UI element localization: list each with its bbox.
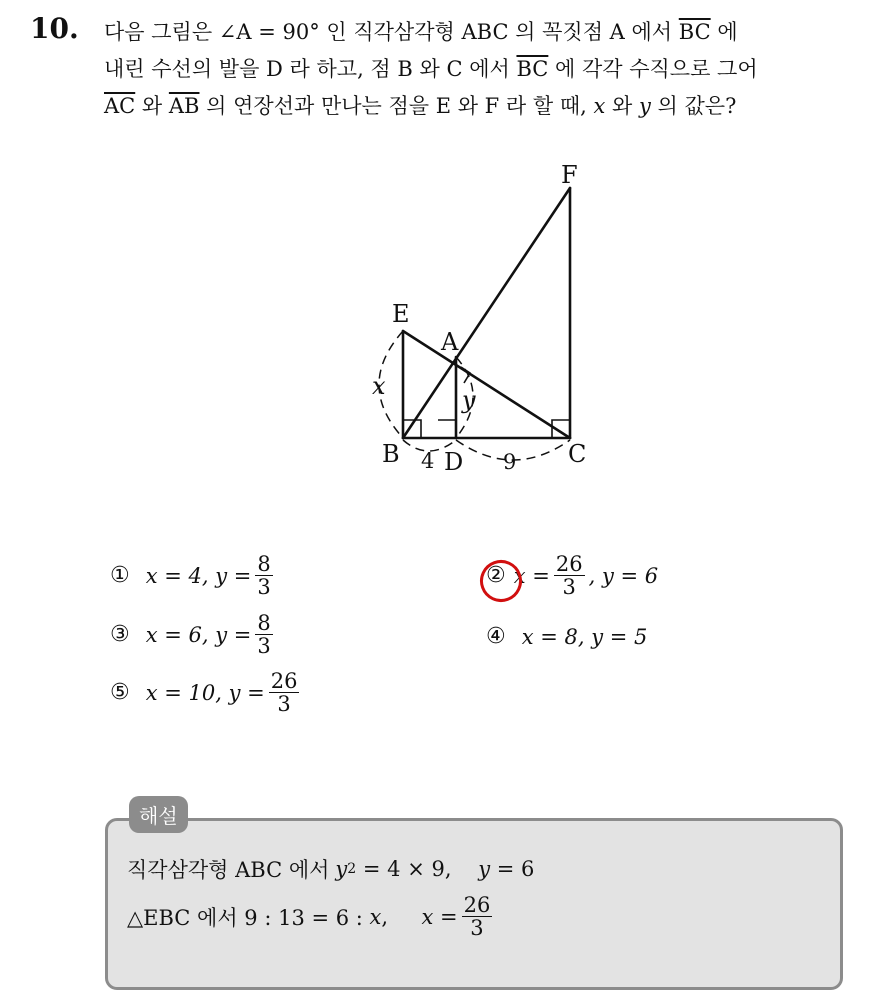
choice-3-num: 8 <box>257 611 271 635</box>
label-A: A <box>441 328 459 356</box>
label-F: F <box>561 161 578 189</box>
question-line3-mid: 와 <box>135 94 169 118</box>
solution-line1-text: 직각삼각형 ABC 에서 <box>127 858 330 882</box>
label-bd: 4 <box>421 449 435 473</box>
choice-5-text: x = 10, y = <box>145 680 265 705</box>
choice-1[interactable] <box>110 553 277 598</box>
choice-1-den: 3 <box>257 575 271 600</box>
segment-ac: $\overline{AC}$ <box>104 94 136 118</box>
question-line2-tail: 에 각각 수직으로 그어 <box>548 57 758 81</box>
label-E: E <box>392 300 410 328</box>
choice-5-fraction <box>269 670 300 715</box>
question-line3-text: 의 연장선과 만나는 점을 E 와 F 라 할 때, <box>199 94 594 118</box>
choice-5-den: 3 <box>277 692 291 717</box>
solution-var-y: y <box>335 857 348 881</box>
choice-1-text: x = 4, y = <box>145 563 252 588</box>
choice-1-num: 8 <box>257 552 271 576</box>
solution-tag: 해설 <box>129 796 188 833</box>
choice-4-mark: ④ <box>486 624 506 649</box>
question-line3-and: 와 <box>605 94 639 118</box>
choice-5-num: 26 <box>270 669 298 693</box>
solution-exponent: 2 <box>347 861 357 877</box>
choice-2-num: 26 <box>555 552 583 576</box>
choice-2-tail: , y = 6 <box>588 563 659 588</box>
segment-bc: $\overline{BC}$ <box>678 20 711 44</box>
label-y: y <box>462 386 476 414</box>
solution-den: 3 <box>470 916 484 941</box>
label-D: D <box>444 448 464 476</box>
question-line1-text: 다음 그림은 ∠A = 90° 인 직각삼각형 ABC 의 꼭짓점 A 에서 <box>104 20 679 44</box>
solution-line2-text: △EBC 에서 9 : 13 = 6 : <box>127 905 370 930</box>
var-x: x <box>593 94 606 118</box>
question-line3-end: 의 값은? <box>650 94 737 118</box>
choice-3[interactable] <box>110 612 277 657</box>
solution-var-y2: y <box>478 857 491 881</box>
solution-line2-eq: = <box>433 904 458 929</box>
solution-line2-sep: , <box>381 904 422 929</box>
label-C: C <box>568 440 587 468</box>
choice-3-den: 3 <box>257 634 271 659</box>
choice-4-text: x = 8, y = 5 <box>521 624 648 649</box>
segment-bc-2: $\overline{BC}$ <box>516 57 549 81</box>
choice-5[interactable] <box>110 670 303 715</box>
choice-3-mark: ③ <box>110 622 130 648</box>
choice-3-fraction <box>255 612 272 657</box>
choice-1-mark: ① <box>110 563 130 589</box>
solution-line1-result: = 6 <box>490 857 535 881</box>
solution-num: 26 <box>463 893 491 917</box>
solution-fraction <box>462 894 493 939</box>
var-y: y <box>638 94 651 118</box>
label-x: x <box>372 372 386 400</box>
choice-2-text: x = <box>513 563 550 588</box>
choice-1-fraction <box>255 553 272 598</box>
solution-var-x: x <box>369 904 382 929</box>
segment-ab: $\overline{AB}$ <box>168 94 200 118</box>
solution-var-x2: x <box>421 904 434 929</box>
choice-2-mark: ② <box>486 563 506 589</box>
choice-4[interactable] <box>486 624 647 649</box>
choice-2-den: 3 <box>562 575 576 600</box>
solution-line-1 <box>127 854 534 884</box>
choice-3-text: x = 6, y = <box>145 622 252 647</box>
label-dc: 9 <box>503 450 517 474</box>
question-number: 10. <box>30 12 79 45</box>
question-line1-tail: 에 <box>710 20 738 44</box>
label-B: B <box>382 440 400 468</box>
solution-line-2 <box>127 894 496 939</box>
choice-2-fraction <box>554 553 585 598</box>
choice-5-mark: ⑤ <box>110 680 130 706</box>
question-line2-text: 내린 수선의 발을 D 라 하고, 점 B 와 C 에서 <box>104 57 517 81</box>
solution-line1-eq: = 4 × 9, <box>356 857 479 881</box>
